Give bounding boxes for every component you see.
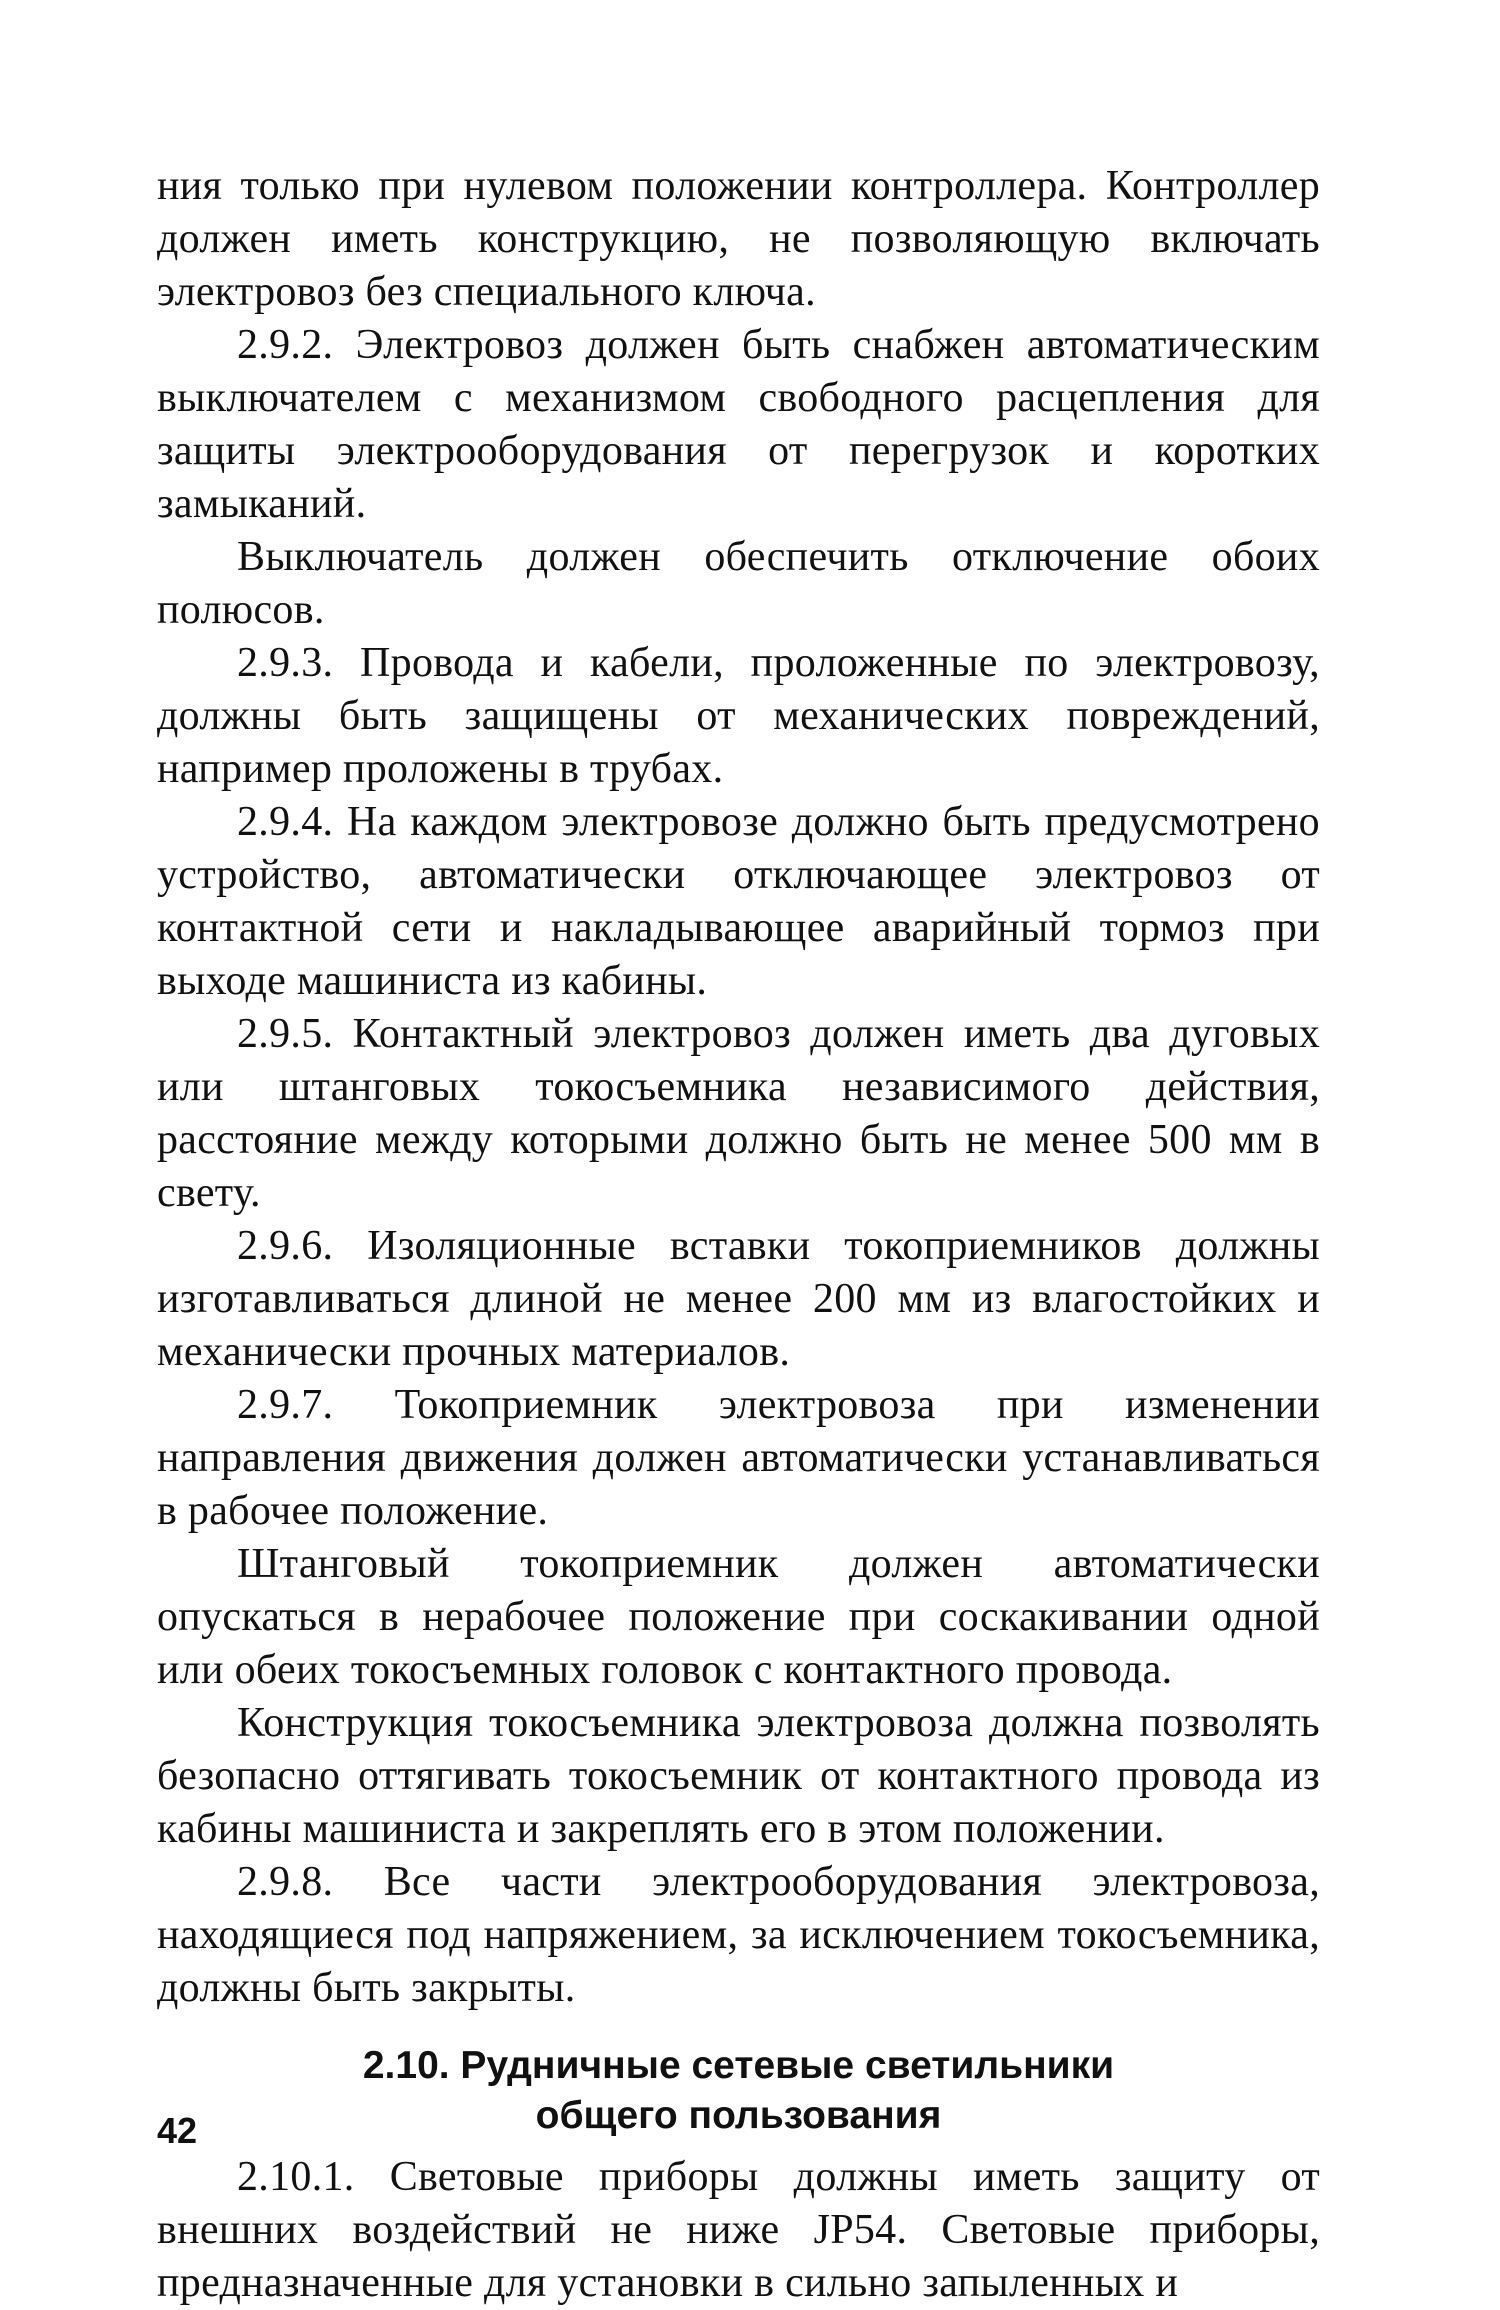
paragraph-2-9-5: 2.9.5. Контактный электровоз должен иметь два дуговых или штанговых токосъемника независимого действия, расстояние между которыми должно быть не менее 500 мм в свету. <box>157 1011 1320 1216</box>
paragraph-collector-design: Конструкция токосъемника электровоза должна позволять безопасно оттягивать токосъемник от контактного провода из кабины машиниста и закреплять его в этом положении. <box>157 1700 1320 1852</box>
paragraph-2-9-4: 2.9.4. На каждом электровозе должно быть предусмотрено устройство, автоматически отключающее электровоз от контактной сети и накладывающее аварийный тормоз при выходе машиниста из кабины. <box>157 799 1320 1004</box>
page-body <box>157 160 1320 2306</box>
section-heading <box>157 2041 1320 2141</box>
paragraph-2-9-2: 2.9.2. Электровоз должен быть снабжен автоматическим выключателем с механизмом свободного расцепления для защиты электрооборудования от перегрузок и коротких замыканий. <box>157 322 1320 527</box>
paragraph-2-9-6: 2.9.6. Изоляционные вставки токоприемников должны изготавливаться длиной не менее 200 мм из влагостойких и механически прочных материалов. <box>157 1223 1320 1375</box>
section-heading-line2: общего пользования <box>535 2094 942 2137</box>
paragraph-2-9-7: 2.9.7. Токоприемник электровоза при изменении направления движения должен автоматически устанавливаться в рабочее положение. <box>157 1382 1320 1534</box>
paragraph-2-10-1: 2.10.1. Световые приборы должны иметь защиту от внешних воздействий не ниже JP54. Световые приборы, предназначенные для установки в сильно запыленных и <box>157 2154 1320 2306</box>
paragraph-2-9-3: 2.9.3. Провода и кабели, проложенные по электровозу, должны быть защищены от механических повреждений, например проложены в трубах. <box>157 640 1320 792</box>
section-heading-line1: 2.10. Рудничные сетевые светильники <box>362 2044 1115 2087</box>
paragraph-2-9-8: 2.9.8. Все части электрооборудования электровоза, находящиеся под напряжением, за исключением токосъемника, должны быть закрыты. <box>157 1859 1320 2011</box>
paragraph-pole-collector: Штанговый токоприемник должен автоматически опускаться в нерабочее положение при соскакивании одной или обеих токосъемных головок с контактного провода. <box>157 1541 1320 1693</box>
paragraph-continuation: ния только при нулевом положении контроллера. Контроллер должен иметь конструкцию, не позволяющую включать электровоз без специального ключа. <box>157 163 1320 315</box>
page-number: 42 <box>157 2110 198 2151</box>
paragraph-switch: Выключатель должен обеспечить отключение обоих полюсов. <box>157 534 1320 633</box>
